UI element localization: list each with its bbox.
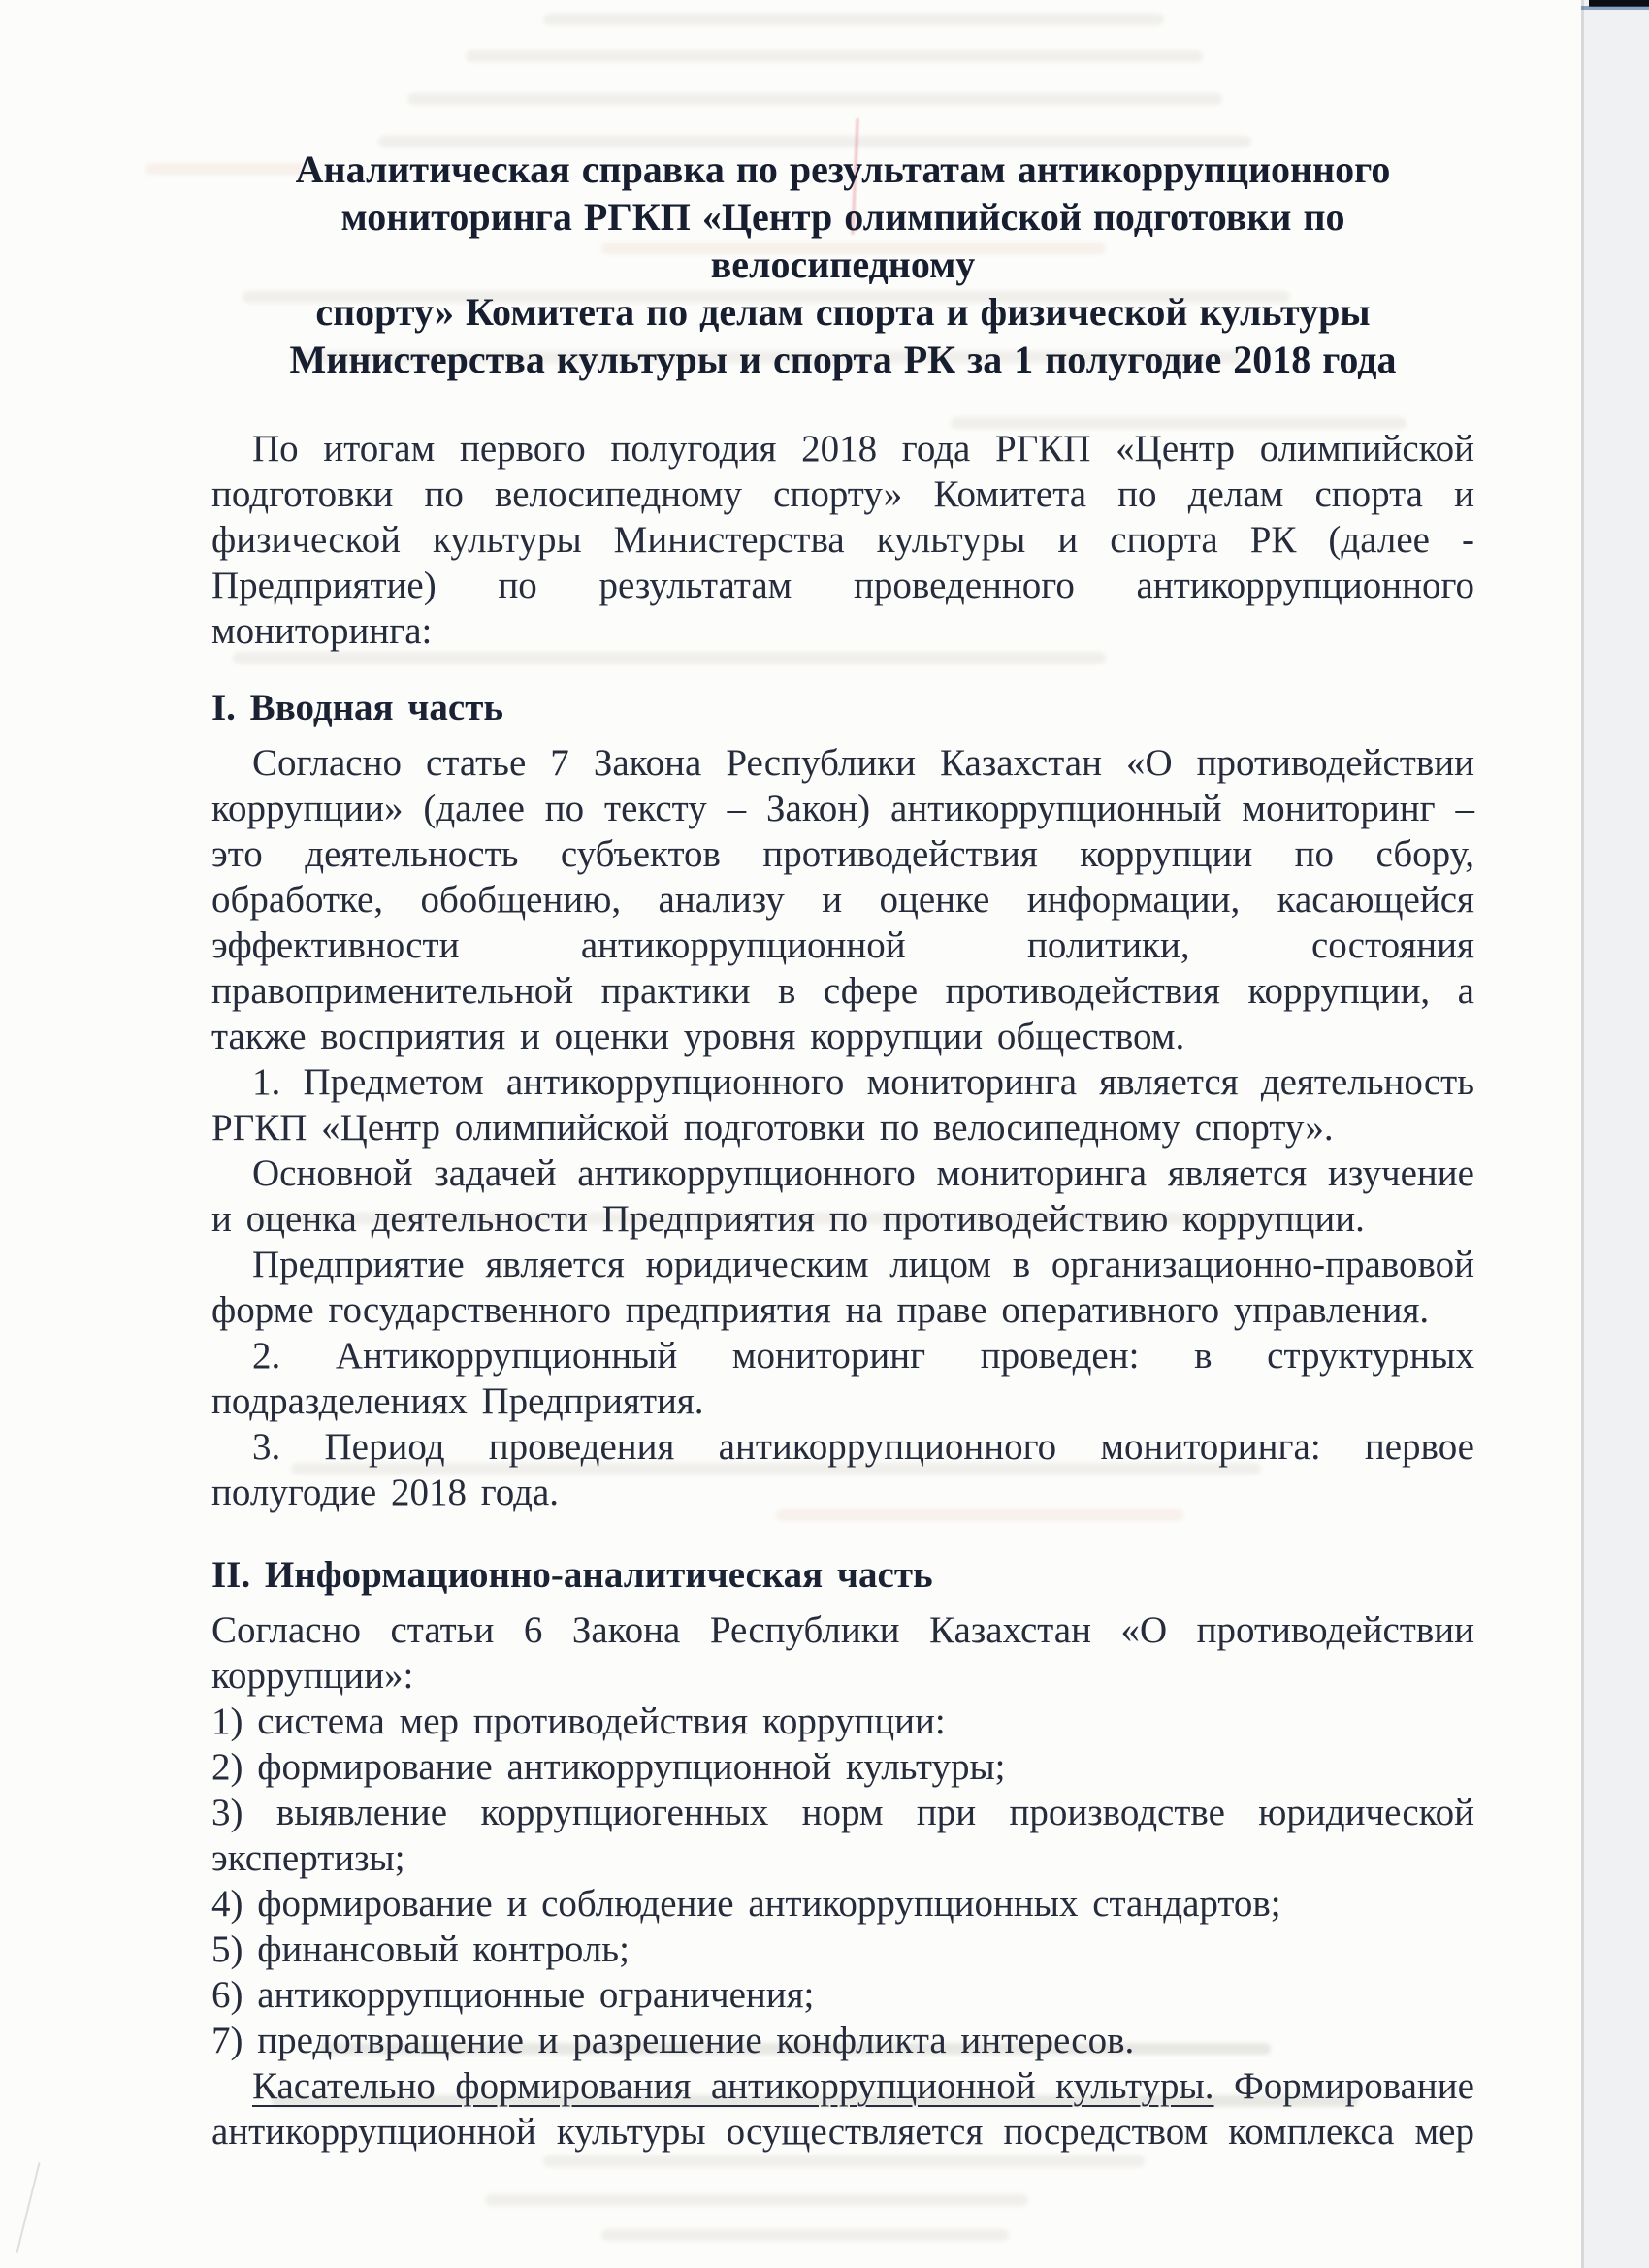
intro-paragraph: По итогам первого полугодия 2018 года РГКП «Центр олимпийской подготовки по велосипедному спорту» Комитета по делам спорта и физической культуры Министерства культуры и спорта РК (далее - Предприятие) по результатам проведенного антикоррупционного мониторинга: <box>211 428 1474 652</box>
list-item: 2) формирование антикоррупционной культуры; <box>211 1746 1006 1788</box>
paragraph: Согласно статье 7 Закона Республики Казахстан «О противодействии коррупции» (далее по тексту – Закон) антикоррупционный мониторинг – это деятельность субъектов противодействия коррупции по сбору, обработке, обобщению, анализу и оценке информации, касающейся эффективности антикоррупционной политики, состояния правоприменительной практики в сфере противодействия коррупции, а также восприятия и оценки уровня коррупции обществом. <box>211 742 1474 1057</box>
list-item: 1) система мер противодействия коррупции: <box>211 1701 946 1742</box>
paragraph: 3. Период проведения антикоррупционного мониторинга: первое полугодие 2018 года. <box>211 1426 1474 1513</box>
paragraph: Предприятие является юридическим лицом в организационно-правовой форме государственного предприятия на праве оперативного управления. <box>211 1244 1474 1331</box>
list-item: 3) выявление коррупциогенных норм при производстве юридической экспертизы; <box>211 1792 1474 1879</box>
list-item: 5) финансовый контроль; <box>211 1928 630 1970</box>
bleed-through-mark <box>466 50 1203 62</box>
closing-text: Формирование антикоррупционной культуры осуществляется посредством комплекса мер <box>211 2065 1474 2153</box>
title-line: спорту» Комитета по делам спорта и физической культуры <box>315 290 1371 334</box>
list-item: 7) предотвращение и разрешение конфликта интересов. <box>211 2020 1135 2061</box>
paragraph: Согласно статьи 6 Закона Республики Казахстан «О противодействии коррупции»: <box>211 1609 1474 1697</box>
bleed-through-mark <box>601 2229 1009 2241</box>
bleed-through-mark <box>485 2194 1028 2206</box>
document-content <box>211 146 1474 2155</box>
bleed-through-mark <box>543 2155 1145 2167</box>
list-item: 4) формирование и соблюдение антикоррупционных стандартов; <box>211 1883 1281 1925</box>
list-item: 6) антикоррупционные ограничения; <box>211 1974 815 2016</box>
title-line: Министерства культуры и спорта РК за 1 полугодие 2018 года <box>289 338 1397 381</box>
closing-paragraph <box>211 2063 1474 2155</box>
title-line: мониторинга РГКП «Центр олимпийской подготовки по велосипедному <box>340 195 1345 286</box>
paragraph: Основной задачей антикоррупционного мониторинга является изучение и оценка деятельности Предприятия по противодействию коррупции. <box>211 1152 1474 1240</box>
underlined-lead: Касательно формирования антикоррупционной культуры. <box>252 2065 1214 2107</box>
section-2-heading: II. Информационно-аналитическая часть <box>211 1554 933 1596</box>
document-title <box>211 146 1474 383</box>
paragraph: 1. Предметом антикоррупционного мониторинга является деятельность РГКП «Центр олимпийской подготовки по велосипедному спорту». <box>211 1061 1474 1149</box>
title-line: Аналитическая справка по результатам антикоррупционного <box>295 147 1391 191</box>
bleed-through-mark <box>543 14 1164 25</box>
bleed-through-mark <box>407 93 1222 105</box>
paragraph: 2. Антикоррупционный мониторинг проведен: в структурных подразделениях Предприятия. <box>211 1335 1474 1422</box>
section-1-heading: I. Вводная часть <box>211 687 503 729</box>
